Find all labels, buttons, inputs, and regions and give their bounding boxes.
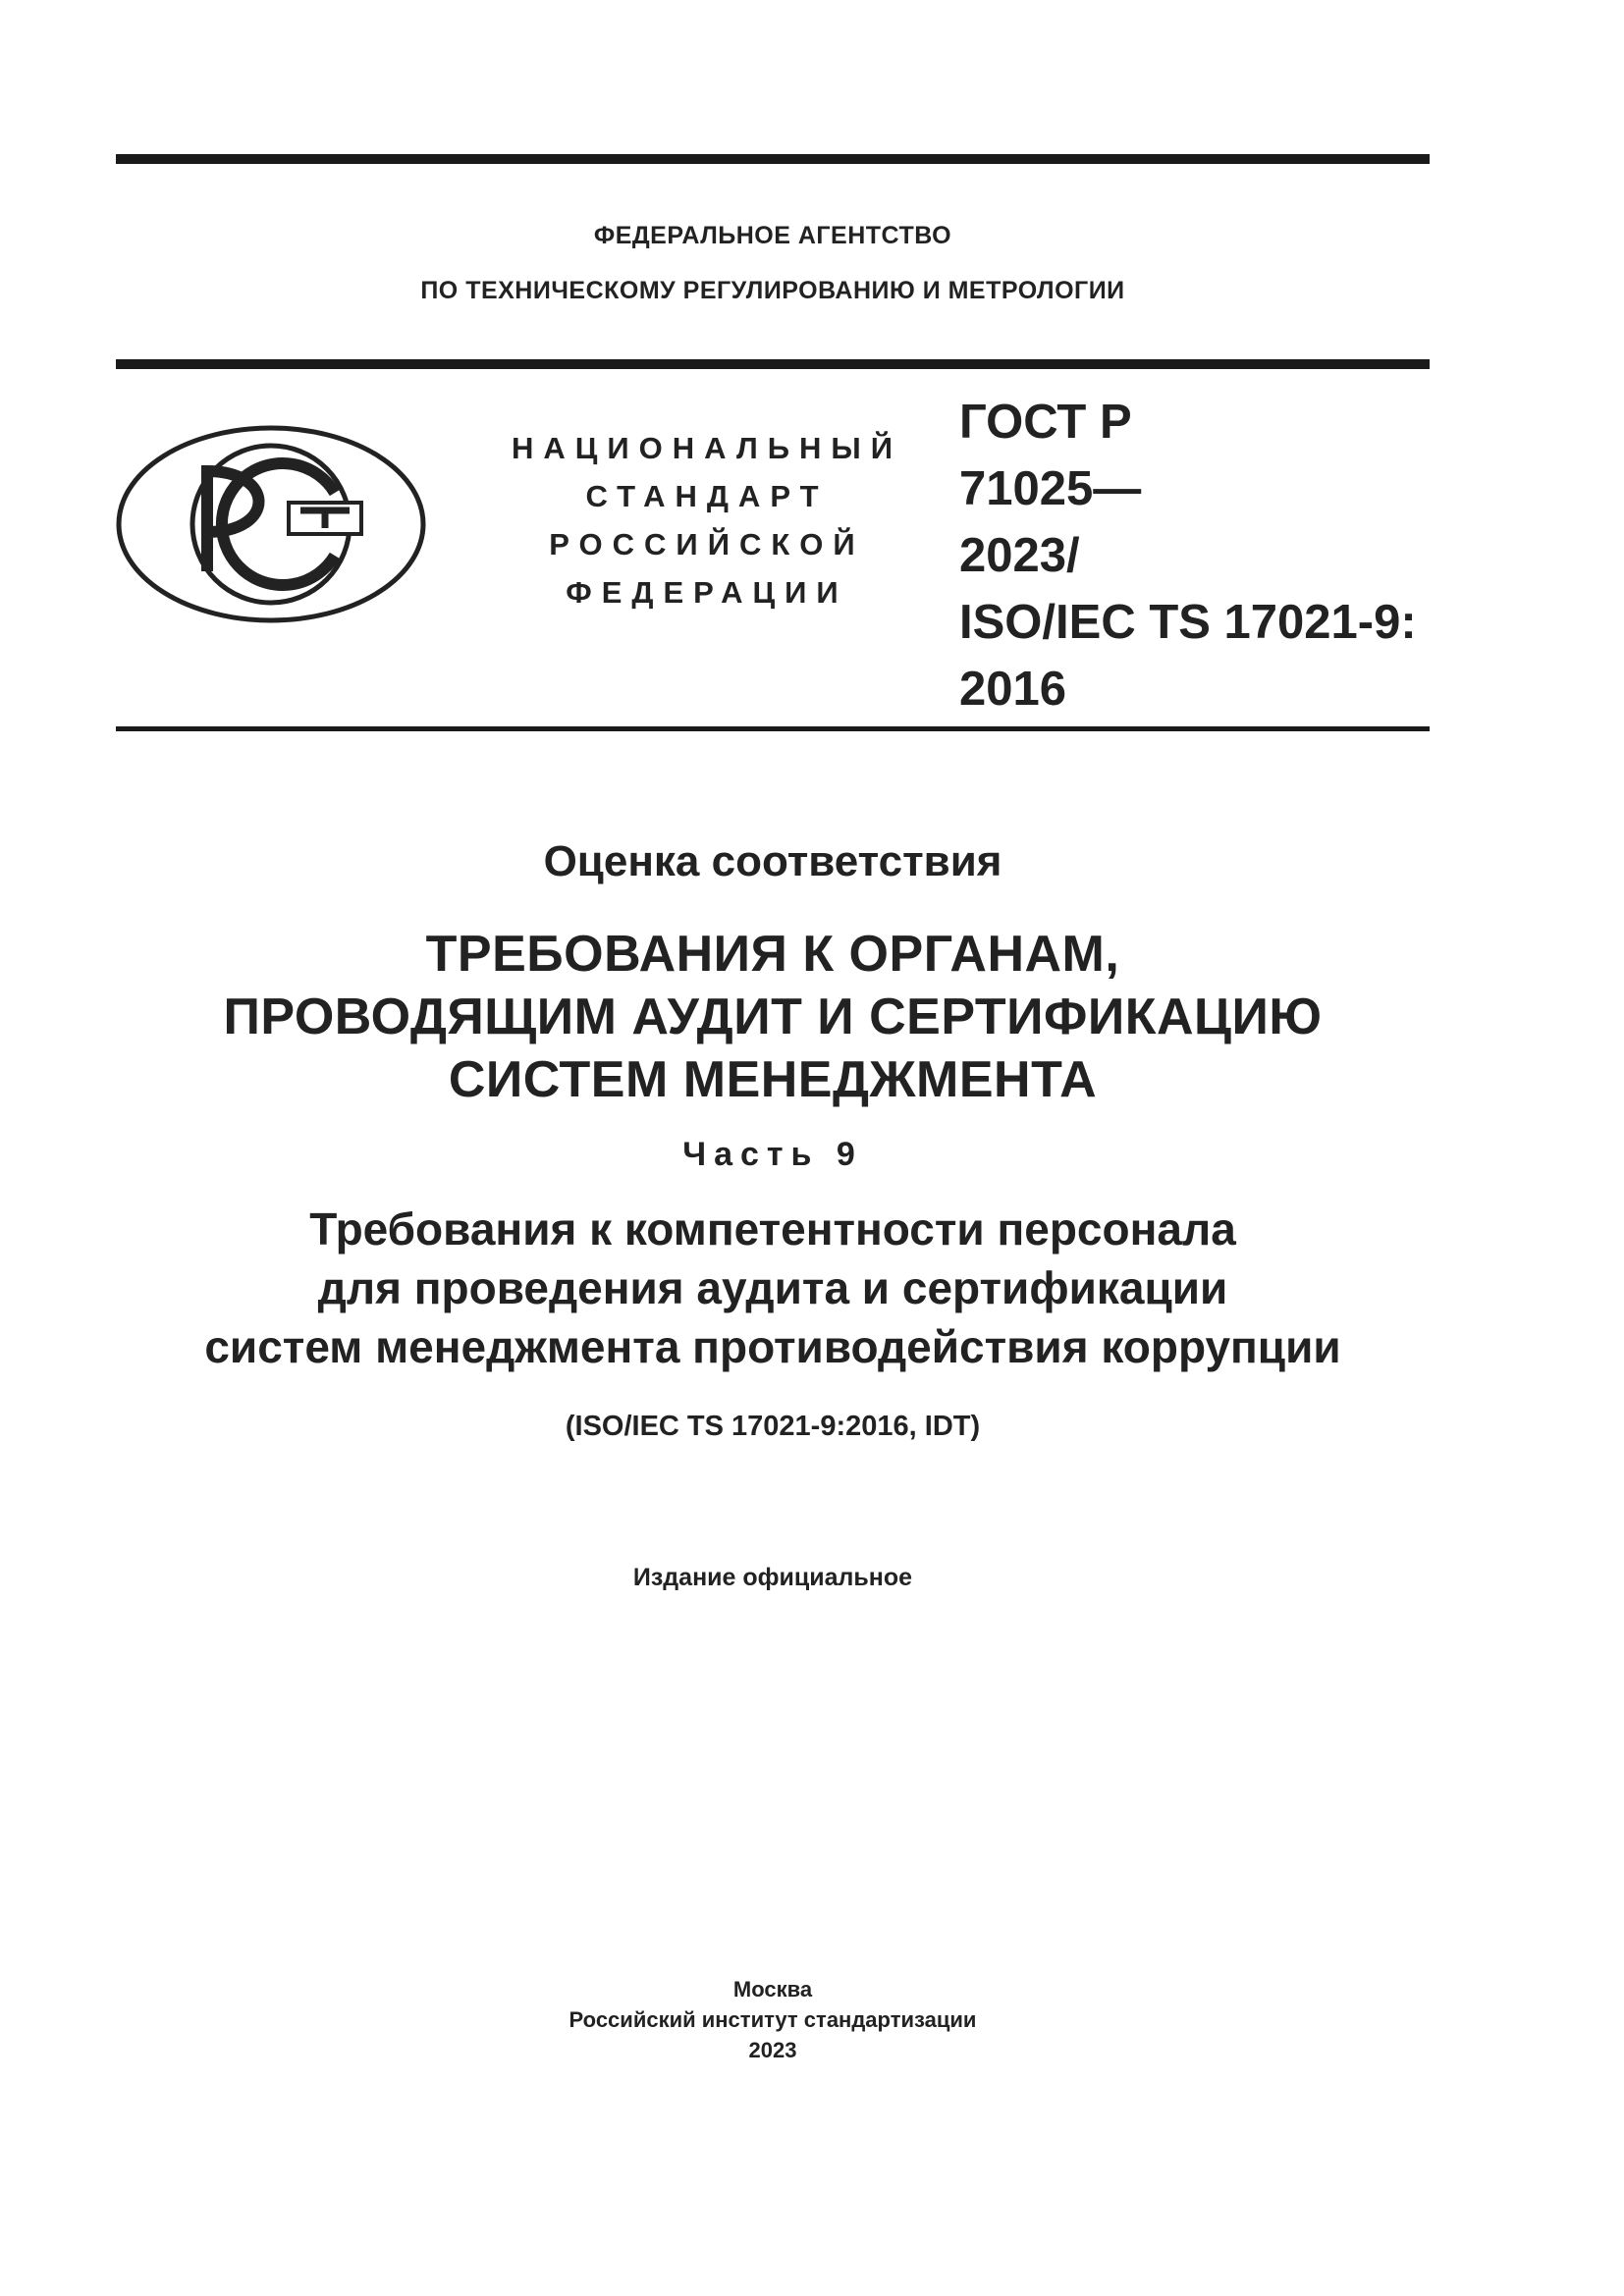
national-standard-line: СТАНДАРТ bbox=[585, 479, 829, 513]
designation-line: 71025— bbox=[959, 462, 1142, 515]
agency-line-2: ПО ТЕХНИЧЕСКОМУ РЕГУЛИРОВАНИЮ И МЕТРОЛОГИИ bbox=[420, 277, 1125, 304]
national-standard-line: ФЕДЕРАЦИИ bbox=[566, 575, 848, 610]
document-subtitle bbox=[116, 1200, 1430, 1376]
official-edition: Издание официальное bbox=[632, 1564, 913, 1591]
designation-line: ГОСТ Р bbox=[959, 396, 1132, 449]
title-line: СИСТЕМ МЕНЕДЖМЕНТА bbox=[448, 1051, 1098, 1108]
standard-designation bbox=[959, 389, 1421, 722]
header-bottom-rule bbox=[116, 726, 1430, 731]
imprint-city: Москва bbox=[732, 1977, 813, 2002]
subject-heading: Оценка соответствия bbox=[543, 837, 1002, 885]
document-title bbox=[116, 923, 1430, 1111]
title-line: ТРЕБОВАНИЯ К ОРГАНАМ, bbox=[425, 926, 1120, 983]
part-label: Часть 9 bbox=[682, 1136, 863, 1173]
designation-line: 2016 bbox=[959, 663, 1067, 716]
designation-line: 2023/ bbox=[959, 529, 1080, 582]
title-line: ПРОВОДЯЩИМ АУДИТ И СЕРТИФИКАЦИЮ bbox=[223, 988, 1323, 1045]
subtitle-line: систем менеджмента противодействия коррупции bbox=[204, 1321, 1341, 1372]
imprint-year: 2023 bbox=[748, 2038, 797, 2062]
header-rule bbox=[116, 359, 1430, 369]
national-standard-label bbox=[491, 424, 923, 616]
imprint bbox=[116, 1974, 1430, 2065]
national-standard-line: НАЦИОНАЛЬНЫЙ bbox=[511, 431, 903, 465]
subtitle-line: Требования к компетентности персонала bbox=[309, 1203, 1236, 1255]
subtitle-line: для проведения аудита и сертификации bbox=[317, 1262, 1228, 1313]
designation-line: ISO/IEC TS 17021-9: bbox=[959, 596, 1417, 649]
imprint-publisher: Российский институт стандартизации bbox=[568, 2007, 977, 2032]
agency-line-1: ФЕДЕРАЛЬНОЕ АГЕНТСТВО bbox=[593, 222, 952, 249]
pst-certification-mark-icon bbox=[114, 424, 428, 624]
top-rule bbox=[116, 154, 1430, 164]
national-standard-line: РОССИЙСКОЙ bbox=[549, 527, 865, 561]
identity-note: (ISO/IEC TS 17021-9:2016, IDT) bbox=[565, 1411, 981, 1442]
